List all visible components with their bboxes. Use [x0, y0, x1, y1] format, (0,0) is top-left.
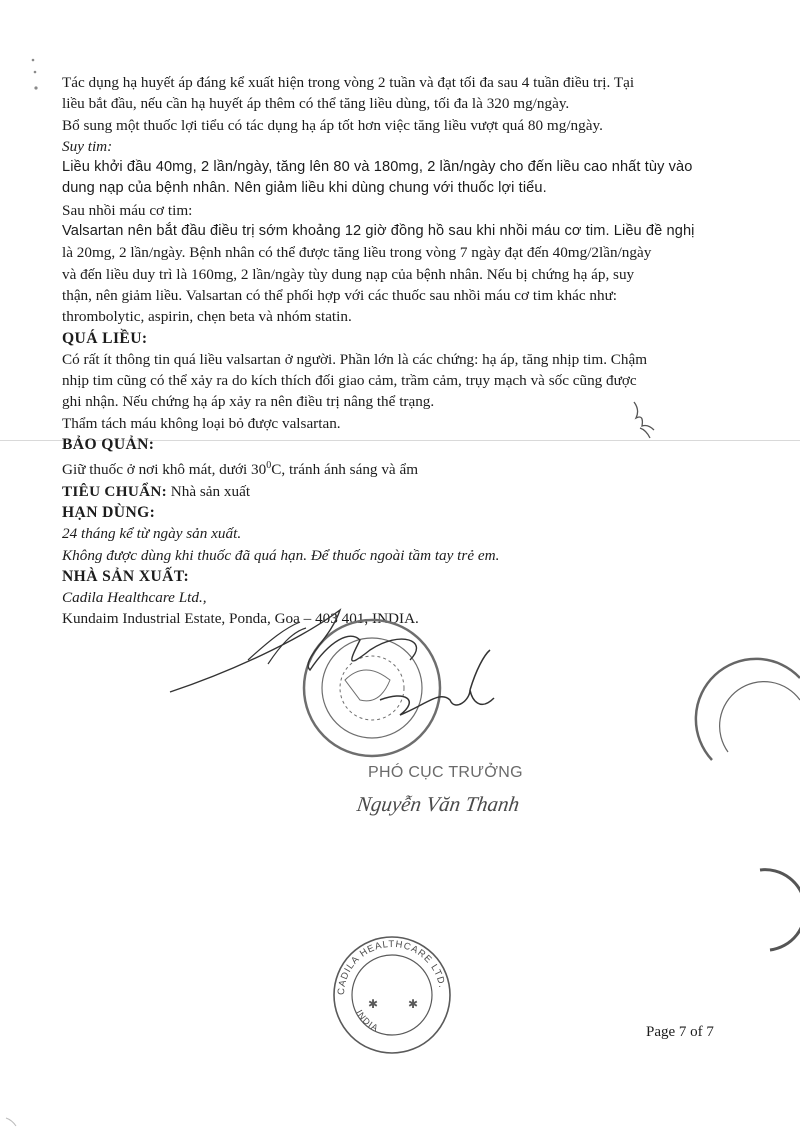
paragraph-line: Tác dụng hạ huyết áp đáng kể xuất hiện trong vòng 2 tuần và đạt tối đa sau 4 tuần điều trị. Tại [62, 74, 635, 91]
page-number: Page 7 of 7 [646, 1024, 714, 1040]
company-seal [334, 937, 450, 1053]
signature-stroke [170, 610, 416, 692]
seal-text-top: CADILA HEALTHCARE LTD. [335, 938, 448, 996]
paragraph-line: Liều khởi đầu 40mg, 2 lần/ngày, tăng lên 80 và 180mg, 2 lần/ngày cho đến liều cao nhất tùy vào [62, 159, 693, 176]
manufacturer-address: Kundaim Industrial Estate, Ponda, Goa – 403 401, INDIA. [62, 610, 419, 628]
paragraph-line: Có rất ít thông tin quá liều valsartan ở người. Phần lớn là các chứng: hạ áp, tăng nhịp tim. Chậm [62, 350, 648, 368]
stamp-official-title: PHÓ CỤC TRƯỞNG [368, 764, 523, 781]
official-round-stamp [304, 620, 440, 756]
scan-artifact [6, 1118, 16, 1126]
initials-mark [634, 402, 654, 438]
star-icon: ✱ [408, 997, 419, 1011]
heading-qua-lieu: QUÁ LIỀU: [62, 329, 148, 347]
storage-text: Giữ thuốc ở nơi khô mát, dưới 30 [62, 461, 267, 479]
subheading-sau-nhoi-mau: Sau nhồi máu cơ tim: [62, 201, 193, 219]
heading-nha-san-xuat: NHÀ SẢN XUẤT: [62, 567, 190, 585]
paragraph-line: Valsartan nên bắt đầu điều trị sớm khoảng 12 giờ đồng hồ sau khi nhồi máu cơ tim. Liều đề nghị [62, 223, 695, 240]
paragraph-line: Thẩm tách máu không loại bỏ được valsartan. [62, 414, 341, 432]
paragraph-line: và đến liều duy trì là 160mg, 2 lần/ngày tùy dung nạp của bệnh nhân. Nếu bị chứng hạ áp, suy [62, 265, 635, 283]
shelf-life-text: 24 tháng kể từ ngày sản xuất. [62, 525, 242, 543]
manufacturer-name: Cadila Healthcare Ltd., [62, 589, 207, 607]
stamp-official-name: Nguyễn Văn Thanh [355, 792, 521, 816]
paragraph-line: Bổ sung một thuốc lợi tiểu có tác dụng hạ áp tốt hơn việc tăng liều vượt quá 80 mg/ngày. [62, 116, 603, 134]
partial-stamp-right-lower [760, 870, 800, 950]
scan-specks [32, 59, 38, 90]
paragraph-line: dung nạp của bệnh nhân. Nên giảm liều khi dùng chung với thuốc lợi tiểu. [62, 180, 547, 197]
paragraph-line: liều bắt đầu, nếu cần hạ huyết áp thêm có thể tăng liều dùng, tối đa là 320 mg/ngày. [62, 95, 570, 113]
subheading-suy-tim: Suy tim: [62, 137, 113, 155]
seal-text-bottom: INDIA [354, 1008, 381, 1034]
paragraph-line: thrombolytic, aspirin, chẹn beta và nhóm statin. [62, 308, 352, 326]
paragraph-line: thận, nên giảm liều. Valsartan có thể phối hợp với các thuốc sau nhồi máu cơ tim khác như: [62, 286, 618, 304]
degree-superscript: 0 [266, 460, 272, 472]
storage-text: C, tránh ánh sáng và ẩm [271, 461, 419, 479]
svg-text:INDIA [354, 1008, 380, 1033]
paragraph-line: ghi nhận. Nếu chứng hạ áp xảy ra nên điều trị nâng thể trạng. [62, 393, 435, 411]
paragraph-line: là 20mg, 2 lần/ngày. Bệnh nhân có thể được tăng liều trong vòng 7 ngày đạt đến 40mg/2lần/ngày [62, 244, 652, 262]
heading-bao-quan: BẢO QUẢN: [62, 436, 155, 454]
expiry-warning: Không được dùng khi thuốc đã quá hạn. Để thuốc ngoài tầm tay trẻ em. [62, 546, 500, 564]
heading-tieu-chuan: TIÊU CHUẨN: [62, 482, 167, 500]
partial-stamp-right [696, 659, 800, 760]
star-icon: ✱ [368, 997, 379, 1011]
heading-han-dung: HẠN DÙNG: [62, 504, 156, 521]
standard-value: Nhà sản xuất [170, 482, 251, 500]
paragraph-line: nhịp tim cũng có thể xảy ra do kích thích đối giao cảm, trầm cảm, trụy mạch và sốc cũng được [62, 372, 637, 390]
